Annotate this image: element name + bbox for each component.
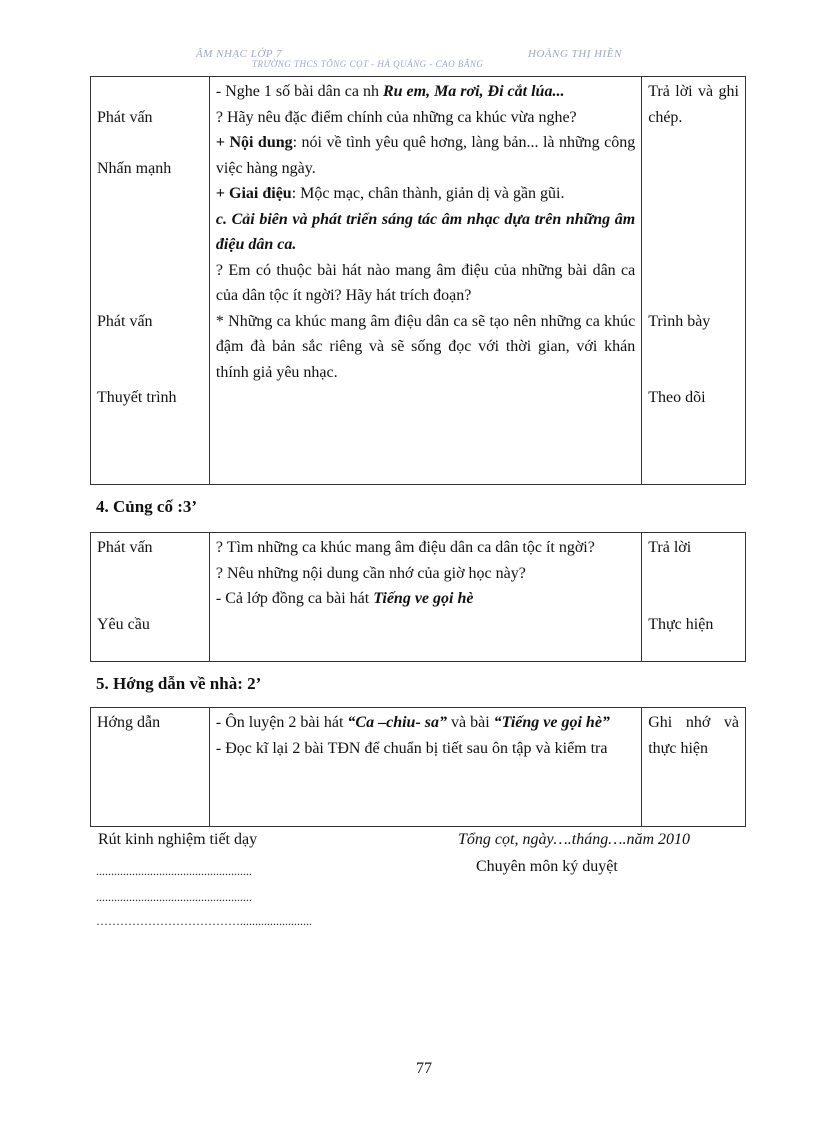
content-heading-c: c. Cải biên và phát triển sáng tác âm nhạc dựa trên những âm điệu dân ca. xyxy=(215,210,636,253)
method-phat-van: Phát vấn xyxy=(97,539,153,556)
content-question-ethnic: ? Em có thuộc bài hát nào mang âm điệu của những bài dân ca của dân tộc ít ngời? Hãy hát trích đoạn? xyxy=(215,261,636,304)
method-thuyet-trinh: Thuyết trình xyxy=(97,389,177,406)
student-answer-note: Trả lời và ghi chép. xyxy=(648,83,739,126)
lesson-table-review xyxy=(90,532,746,662)
content-question-recall: ? Nêu những nội dung cần nhớ của giờ học này? xyxy=(215,564,526,582)
song-title: Tiếng ve gọi hè xyxy=(373,590,474,607)
method-column xyxy=(91,708,210,827)
student-follow: Theo dõi xyxy=(648,389,706,406)
song-title-2: “Tiếng ve gọi hè” xyxy=(493,714,610,731)
table-row xyxy=(91,533,746,662)
page-header xyxy=(0,48,816,76)
table-row xyxy=(91,708,746,827)
content-note: * Những ca khúc mang âm điệu dân ca sẽ tạo nên những ca khúc đậm đà bản sắc riêng và sẽ sống đọc với thời gian, với khán thính giả yêu nhạc. xyxy=(215,312,636,381)
student-column xyxy=(642,77,746,485)
content-noi-dung: + Nội dung: nói về tình yêu quê hơng, làng bản... là những công việc hàng ngày. xyxy=(215,134,636,177)
method-phat-van-2: Phát vấn xyxy=(97,312,153,330)
content-question-features: ? Hãy nêu đặc điểm chính của những ca khúc vừa nghe? xyxy=(215,108,577,126)
header-school: TRƯỜNG THCS TỔNG CỌT - HÀ QUẢNG - CAO BẰNG xyxy=(252,59,484,69)
lesson-table-homework xyxy=(90,707,746,827)
content-question-find: ? Tìm những ca khúc mang âm điệu dân ca dân tộc ít ngời? xyxy=(215,539,595,556)
student-column xyxy=(642,708,746,827)
song-title-1: “Ca –chiu- sa” xyxy=(347,714,447,731)
song-list: Ru em, Ma rơi, Đi cắt lúa... xyxy=(382,83,565,100)
section-title-cung-co: 4. Củng cố :3’ xyxy=(96,497,198,516)
student-answer: Trả lời xyxy=(648,539,692,556)
page-number: 77 xyxy=(416,1060,432,1077)
method-phat-van: Phát vấn xyxy=(97,108,153,126)
student-remember: Ghi nhớ và thực hiện xyxy=(648,714,739,757)
dotted-line: .................................................... xyxy=(96,890,252,904)
content-column xyxy=(209,77,641,485)
experience-label: Rút kinh nghiệm tiết dạy xyxy=(98,831,258,848)
lesson-table-activities xyxy=(90,76,746,485)
method-column xyxy=(91,533,210,662)
date-line: Tổng cọt, ngày….tháng….năm 2010 xyxy=(458,831,690,848)
content-column xyxy=(209,533,641,662)
dotted-line: ………………………………........................ xyxy=(96,914,312,928)
student-present: Trình bày xyxy=(648,312,711,330)
section-title-huong-dan: 5. Hớng dẫn về nhà: 2’ xyxy=(96,674,262,693)
content-line-listen: - Nghe 1 số bài dân ca nh Ru em, Ma rơi, Đi cắt lúa... xyxy=(215,83,565,100)
student-column xyxy=(642,533,746,662)
content-column xyxy=(209,708,641,827)
content-giai-dieu: + Giai điệu: Mộc mạc, chân thành, giản dị và gần gũi. xyxy=(215,185,565,202)
method-yeu-cau: Yêu cầu xyxy=(97,615,150,633)
approval-label: Chuyên môn ký duyệt xyxy=(476,858,618,875)
content-read-tdn: - Đọc kĩ lại 2 bài TĐN để chuẩn bị tiết sau ôn tập và kiểm tra xyxy=(215,739,608,757)
dotted-line: .................................................... xyxy=(96,864,252,878)
content-sing-together: - Cả lớp đồng ca bài hát Tiếng ve gọi hè xyxy=(215,590,474,607)
student-do: Thực hiện xyxy=(648,615,714,633)
method-nhan-manh: Nhấn mạnh xyxy=(97,159,172,177)
method-column xyxy=(91,77,210,485)
header-subject: ÂM NHẠC LỚP 7 xyxy=(196,48,283,60)
header-author: HOÀNG THỊ HIỀN xyxy=(528,48,622,60)
table-row xyxy=(91,77,746,485)
content-practice-songs: - Ôn luyện 2 bài hát “Ca –chiu- sa” và bài “Tiếng ve gọi hè” xyxy=(215,714,610,731)
method-huong-dan: Hớng dẫn xyxy=(97,714,161,731)
